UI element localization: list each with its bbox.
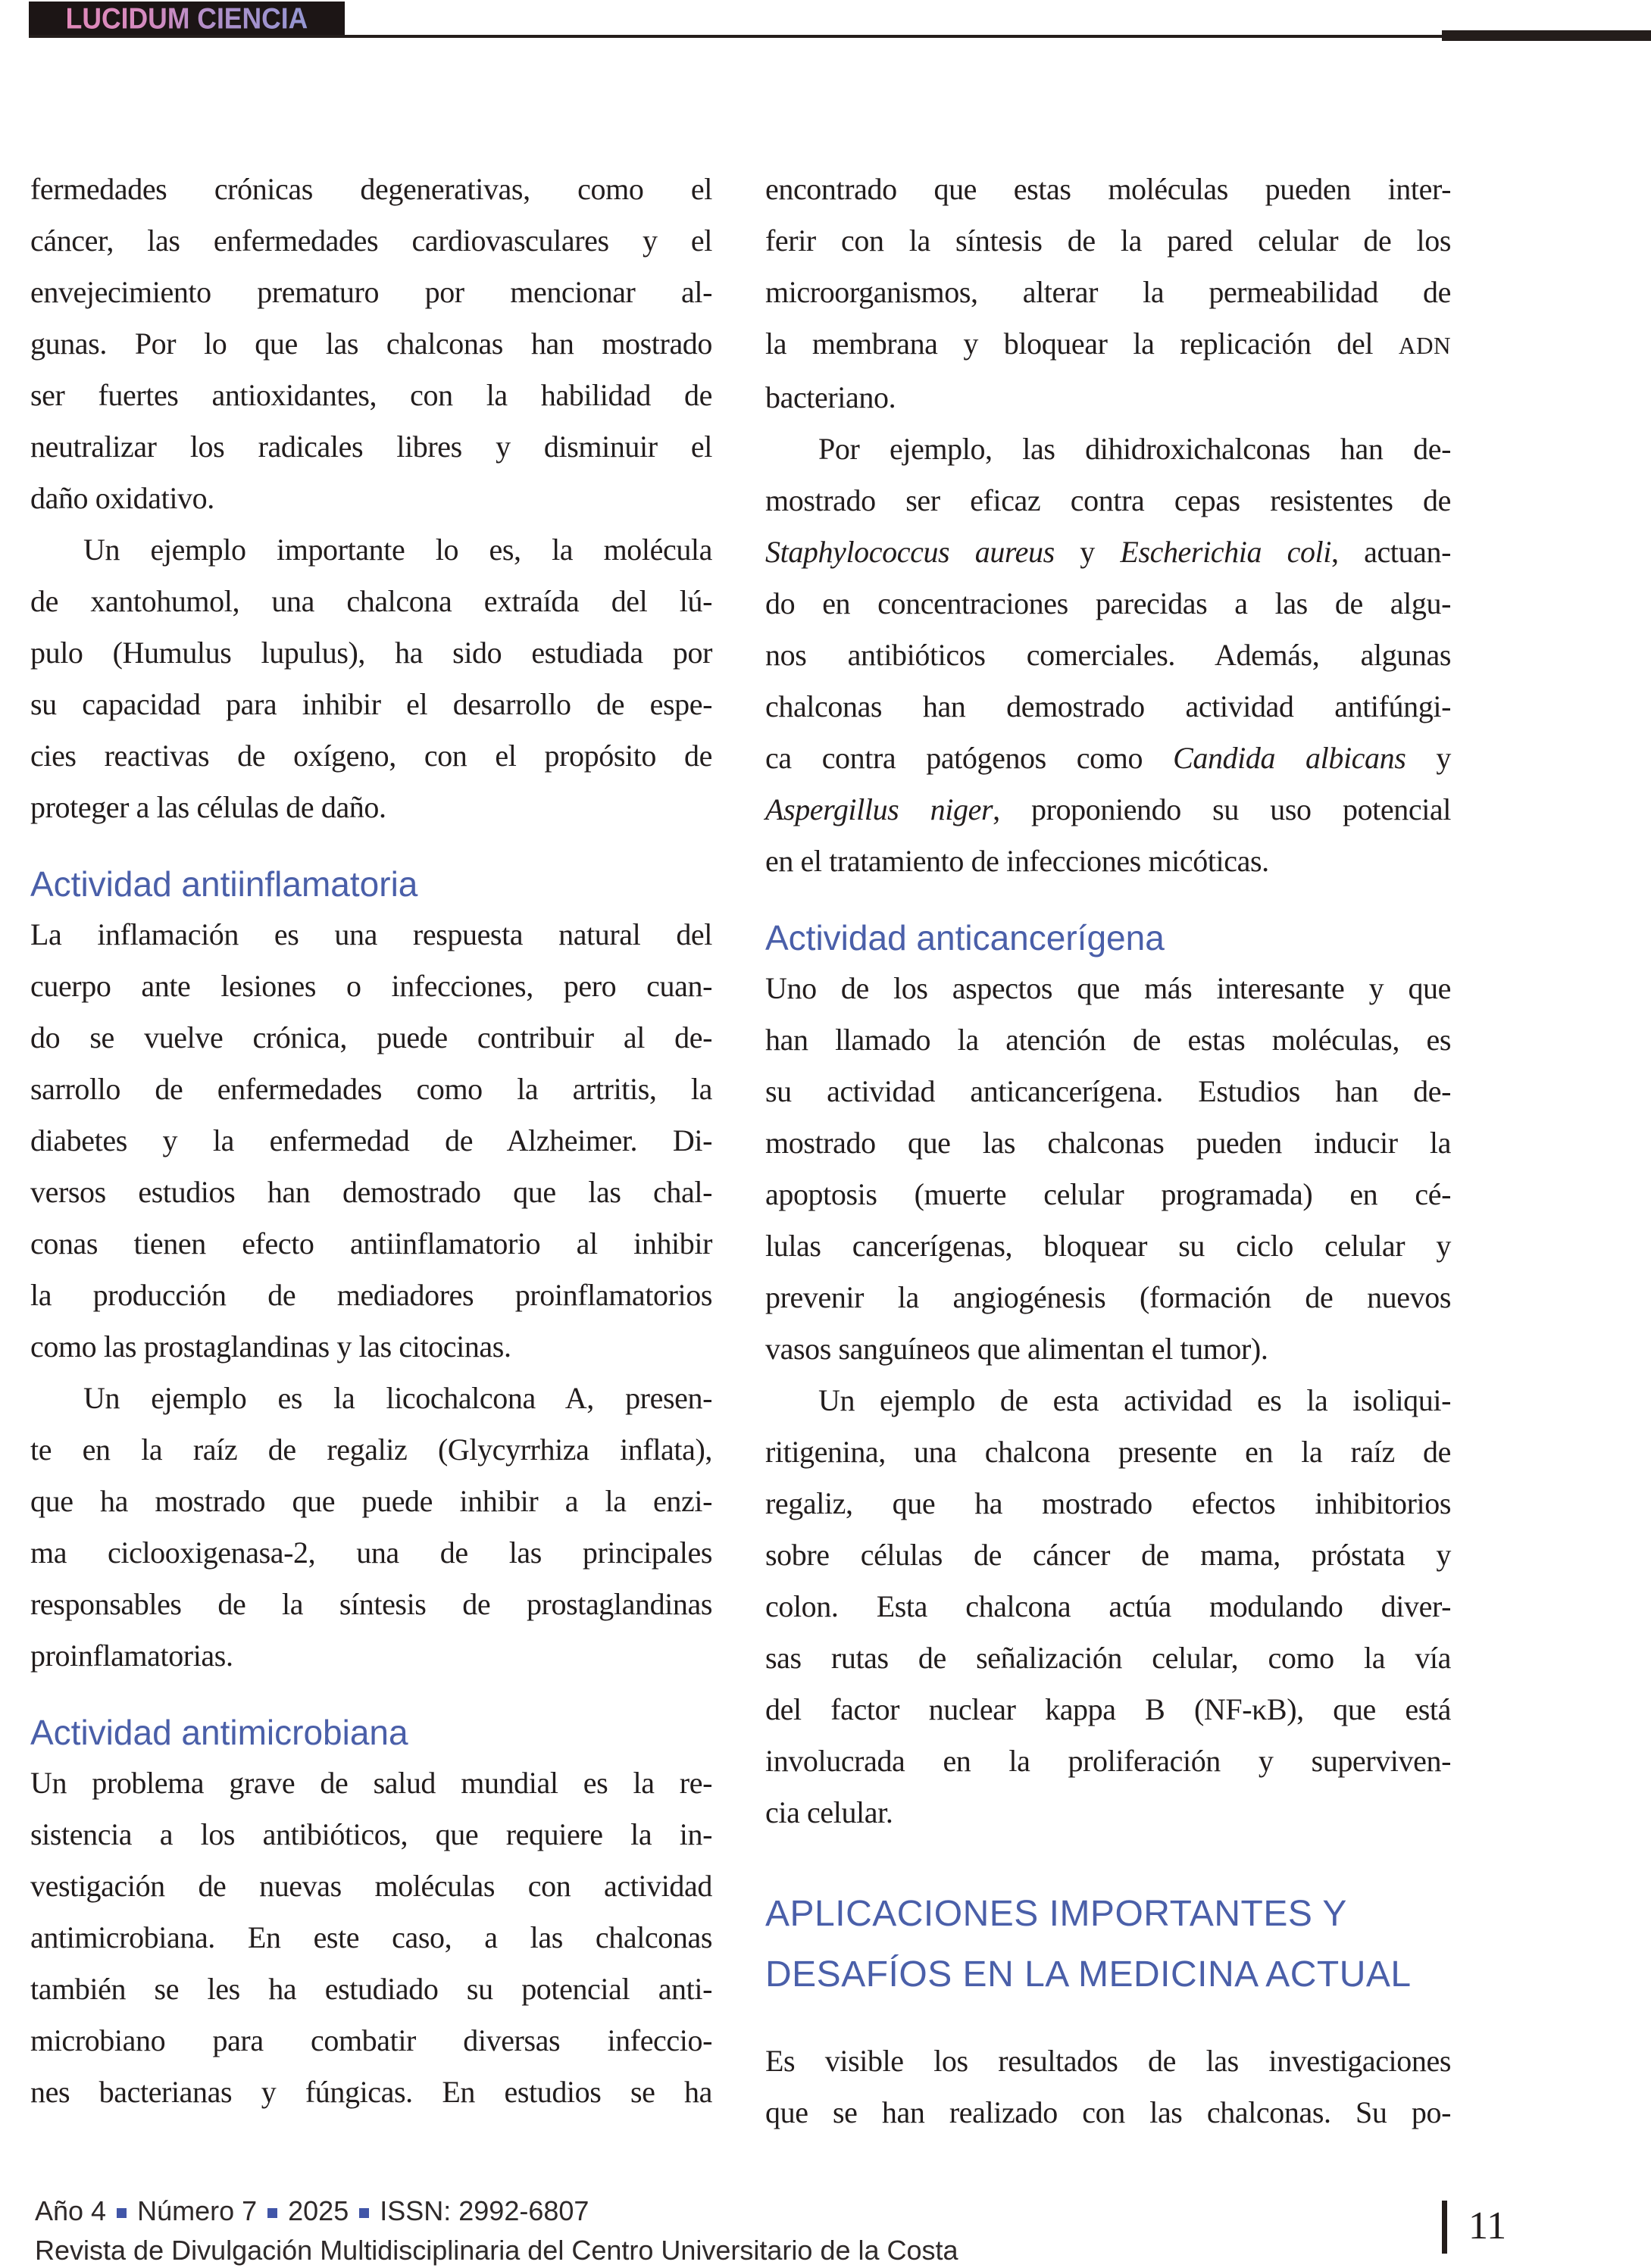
text-segment: han llamado la atención de estas moléculas, es <box>765 1023 1451 1057</box>
text-line <box>765 475 1451 526</box>
text-segment: microorganismos, alterar la permeabilidad de <box>765 275 1451 309</box>
smallcaps-text: ADN <box>1398 333 1451 359</box>
text-segment: apoptosis (muerte celular programada) en cé- <box>765 1177 1451 1211</box>
text-segment: Un ejemplo importante lo es, la molécula <box>83 533 712 567</box>
text-line <box>765 2035 1451 2087</box>
text-segment: la producción de mediadores proinflamatorios <box>30 1278 712 1312</box>
text-line <box>765 1014 1451 1066</box>
text-line <box>765 1478 1451 1529</box>
text-segment: Por ejemplo, las dihidroxichalconas han de- <box>818 432 1451 466</box>
text-segment: proinflamatorias. <box>30 1639 233 1673</box>
text-line <box>765 267 1451 318</box>
text-segment: pulo (Humulus lupulus), ha sido estudiada por <box>30 636 712 670</box>
italic-text: Candida albicans <box>1173 741 1406 775</box>
text-segment: , actuan- <box>1330 535 1451 569</box>
meta-item: Año 4 <box>35 2195 107 2226</box>
italic-text: Escherichia coli <box>1120 535 1331 569</box>
text-segment: gunas. Por lo que las chalconas han mostrado <box>30 326 712 361</box>
text-segment: diabetes y la enfermedad de Alzheimer. Di- <box>30 1123 712 1157</box>
text-line <box>765 629 1451 681</box>
paragraph <box>765 423 1451 887</box>
text-line <box>765 1426 1451 1478</box>
text-line <box>30 1963 712 2015</box>
text-line <box>765 1581 1451 1632</box>
text-line <box>765 963 1451 1014</box>
article-column-right <box>765 164 1451 2138</box>
text-line <box>765 1375 1451 1426</box>
section-heading: Actividad antimicrobiana <box>30 1713 408 1752</box>
text-segment: ca contra patógenos como <box>765 741 1174 775</box>
text-segment: sas rutas de señalización celular, como la vía <box>765 1641 1451 1675</box>
paragraph <box>765 1375 1451 1838</box>
text-segment: Es visible los resultados de las investigaciones <box>765 2044 1451 2078</box>
text-line <box>30 1912 712 1963</box>
paragraph <box>765 963 1451 1375</box>
text-line <box>30 267 712 318</box>
text-line <box>765 164 1451 215</box>
text-line <box>30 1579 712 1630</box>
text-line <box>30 1860 712 1912</box>
text-segment: Un problema grave de salud mundial es la re- <box>30 1766 712 1800</box>
paragraph <box>765 164 1451 423</box>
text-line <box>30 164 712 215</box>
text-line <box>30 679 712 730</box>
text-segment: sistencia a los antibióticos, que requiere la in- <box>30 1817 712 1851</box>
journal-logo-text: LUCIDUM CIENCIA <box>65 2 308 35</box>
text-line <box>765 1272 1451 1323</box>
text-segment: do en concentraciones parecidas a las de algu- <box>765 586 1451 620</box>
text-line <box>30 1270 712 1321</box>
paragraph <box>765 2035 1451 2138</box>
text-line <box>30 1373 712 1424</box>
italic-text: Aspergillus niger <box>765 792 993 826</box>
text-segment: microbiano para combatir diversas infeccio- <box>30 2023 712 2057</box>
text-segment: sarrollo de enfermedades como la artritis, la <box>30 1072 712 1106</box>
text-segment: proteger a las células de daño. <box>30 790 386 824</box>
text-segment: envejecimiento prematuro por mencionar al- <box>30 275 712 309</box>
text-segment: mostrado que las chalconas pueden inducir la <box>765 1126 1451 1160</box>
text-segment: do se vuelve crónica, puede contribuir al de- <box>30 1020 712 1054</box>
text-segment: prevenir la angiogénesis (formación de nuevos <box>765 1280 1451 1314</box>
text-segment: cies reactivas de oxígeno, con el propósito de <box>30 739 712 773</box>
text-segment: vestigación de nuevas moléculas con actividad <box>30 1869 712 1903</box>
journal-logo <box>29 2 345 36</box>
text-line <box>30 370 712 421</box>
text-line <box>30 1012 712 1064</box>
text-line <box>30 627 712 679</box>
section-heading-major <box>765 1884 1451 2005</box>
text-segment: ma ciclooxigenasa-2, una de las principales <box>30 1535 712 1570</box>
text-line <box>765 1220 1451 1272</box>
text-segment: que ha mostrado que puede inhibir a la enzi- <box>30 1484 712 1518</box>
paragraph <box>30 909 712 1373</box>
text-line <box>765 372 1451 423</box>
issue-meta <box>35 2194 958 2229</box>
text-segment: vasos sanguíneos que alimentan el tumor). <box>765 1332 1268 1366</box>
text-line <box>30 215 712 267</box>
text-line <box>765 1684 1451 1735</box>
italic-text: Staphylococcus aureus <box>765 535 1055 569</box>
text-segment: conas tienen efecto antiinflamatorio al inhibir <box>30 1226 712 1261</box>
text-line <box>30 2015 712 2067</box>
text-segment: como las prostaglandinas y las citocinas. <box>30 1329 511 1364</box>
text-segment: nos antibióticos comerciales. Además, algunas <box>765 638 1451 672</box>
text-segment: lulas cancerígenas, bloquear su ciclo celular y <box>765 1229 1451 1263</box>
text-line <box>30 1115 712 1167</box>
text-segment: chalconas han demostrado actividad antifúngi- <box>765 689 1451 723</box>
paragraph <box>30 1757 712 2118</box>
meta-item: ISSN: 2992-6807 <box>380 2195 589 2226</box>
text-line <box>30 318 712 370</box>
text-line <box>30 1321 712 1373</box>
journal-name: Revista de Divulgación Multidisciplinaria del Centro Universitario de la Costa <box>35 2235 958 2266</box>
text-line <box>765 1787 1451 1838</box>
text-line <box>765 733 1451 784</box>
text-segment: que se han realizado con las chalconas. Su po- <box>765 2095 1451 2129</box>
text-line <box>30 421 712 473</box>
text-line <box>765 1117 1451 1169</box>
text-line <box>30 524 712 576</box>
text-segment: sobre células de cáncer de mama, próstata y <box>765 1538 1451 1572</box>
text-line <box>765 1169 1451 1220</box>
text-segment: La inflamación es una respuesta natural del <box>30 917 712 951</box>
text-line <box>765 784 1451 836</box>
text-line <box>30 576 712 627</box>
page-number: 11 <box>1468 2204 1507 2248</box>
text-line <box>30 961 712 1012</box>
footer <box>35 2194 958 2268</box>
text-segment: ser fuertes antioxidantes, con la habilidad de <box>30 378 712 412</box>
text-segment: en el tratamiento de infecciones micóticas. <box>765 844 1269 878</box>
text-segment: su capacidad para inhibir el desarrollo de espe- <box>30 687 712 721</box>
separator-square-icon <box>267 2208 277 2218</box>
text-line <box>765 215 1451 267</box>
text-segment: bacteriano. <box>765 380 896 414</box>
text-segment: responsables de la síntesis de prostaglandinas <box>30 1587 712 1621</box>
text-line <box>30 909 712 961</box>
header-rule <box>29 35 1651 38</box>
text-segment: Uno de los aspectos que más interesante y que <box>765 971 1451 1005</box>
text-line <box>30 1757 712 1809</box>
text-segment: de xantohumol, una chalcona extraída del lú- <box>30 584 712 618</box>
separator-square-icon <box>359 2208 369 2218</box>
text-line <box>765 1529 1451 1581</box>
text-line <box>765 1323 1451 1375</box>
separator-square-icon <box>117 2208 127 2218</box>
page-number-bar <box>1442 2201 1447 2254</box>
text-line <box>30 473 712 524</box>
text-line <box>30 1527 712 1579</box>
text-segment: colon. Esta chalcona actúa modulando diver- <box>765 1589 1451 1623</box>
text-line <box>765 1735 1451 1787</box>
text-segment: cuerpo ante lesiones o infecciones, pero cuan- <box>30 969 712 1003</box>
text-segment: ferir con la síntesis de la pared celular de los <box>765 223 1451 258</box>
text-segment: fermedades crónicas degenerativas, como el <box>30 172 712 206</box>
text-segment: cia celular. <box>765 1795 893 1829</box>
text-segment: , proponiendo su uso potencial <box>993 792 1451 826</box>
section-heading: Actividad antiinflamatoria <box>30 864 418 904</box>
text-segment: daño oxidativo. <box>30 481 214 515</box>
text-line <box>765 578 1451 629</box>
text-line <box>30 1424 712 1476</box>
header-accent-bar <box>1442 30 1651 41</box>
text-segment: su actividad anticancerígena. Estudios han de- <box>765 1074 1451 1108</box>
text-line <box>765 1632 1451 1684</box>
text-segment: y <box>1406 741 1451 775</box>
text-line <box>30 1809 712 1860</box>
text-segment: mostrado ser eficaz contra cepas resistentes de <box>765 483 1451 517</box>
text-segment: nes bacterianas y fúngicas. En estudios se ha <box>30 2075 712 2109</box>
section-heading: Actividad anticancerígena <box>765 918 1165 957</box>
text-segment: también se les ha estudiado su potencial anti- <box>30 1972 712 2006</box>
text-line <box>30 1218 712 1270</box>
text-line <box>765 2087 1451 2138</box>
text-segment: encontrado que estas moléculas pueden inter- <box>765 172 1451 206</box>
text-segment: Un ejemplo de esta actividad es la isoliqui- <box>818 1383 1451 1417</box>
text-line <box>765 1066 1451 1117</box>
text-segment: cáncer, las enfermedades cardiovasculares y el <box>30 223 712 258</box>
text-line <box>30 782 712 833</box>
text-line <box>765 526 1451 578</box>
text-segment: antimicrobiana. En este caso, a las chalconas <box>30 1920 712 1954</box>
meta-item: 2025 <box>288 2195 349 2226</box>
text-segment: te en la raíz de regaliz (Glycyrrhiza inflata), <box>30 1432 712 1467</box>
heading-line: APLICACIONES IMPORTANTES Y <box>765 1894 1347 1934</box>
text-line <box>765 681 1451 733</box>
meta-item: Número 7 <box>137 2195 258 2226</box>
text-line <box>30 2067 712 2118</box>
text-line <box>765 836 1451 887</box>
text-segment: regaliz, que ha mostrado efectos inhibitorios <box>765 1486 1451 1520</box>
paragraph <box>30 1373 712 1682</box>
text-line <box>30 1630 712 1682</box>
text-segment: Un ejemplo es la licochalcona A, presen- <box>83 1381 712 1415</box>
text-segment: versos estudios han demostrado que las chal- <box>30 1175 712 1209</box>
text-line <box>30 1167 712 1218</box>
text-segment: del factor nuclear kappa B (NF-κB), que está <box>765 1692 1451 1726</box>
text-line <box>30 730 712 782</box>
text-line <box>765 318 1451 372</box>
text-segment: y <box>1054 535 1121 569</box>
heading-line: DESAFÍOS EN LA MEDICINA ACTUAL <box>765 1954 1412 1995</box>
text-line <box>30 1476 712 1527</box>
text-segment: ritigenina, una chalcona presente en la raíz de <box>765 1435 1451 1469</box>
paragraph <box>30 524 712 833</box>
page-number-group <box>1442 2201 1506 2254</box>
article-column-left <box>30 164 712 2118</box>
paragraph <box>30 164 712 524</box>
text-segment: la membrana y bloquear la replicación del <box>765 326 1399 361</box>
text-line <box>765 423 1451 475</box>
text-line <box>30 1064 712 1115</box>
text-segment: involucrada en la proliferación y superviven- <box>765 1744 1451 1778</box>
text-segment: neutralizar los radicales libres y disminuir el <box>30 430 712 464</box>
